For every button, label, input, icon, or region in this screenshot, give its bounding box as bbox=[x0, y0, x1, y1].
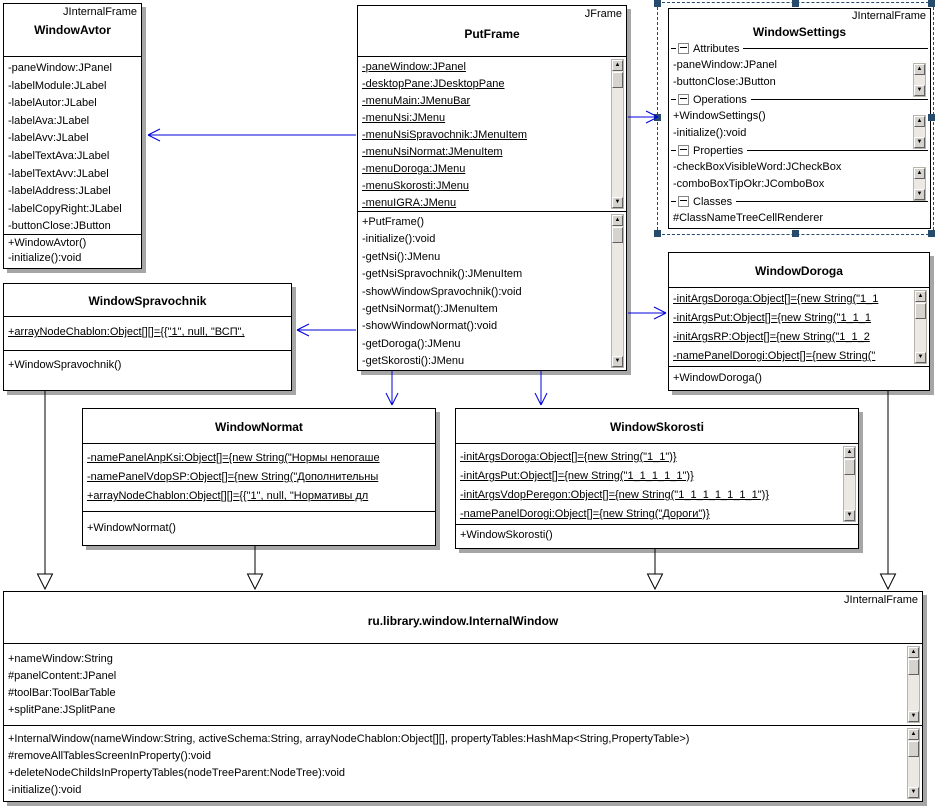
method: +WindowAvtor() bbox=[8, 237, 87, 249]
attribute: -buttonClose:JButton bbox=[673, 76, 776, 88]
stereotype-label: JInternalFrame bbox=[63, 6, 137, 18]
generalization-windowskorosti-to-internalwindow[interactable] bbox=[648, 549, 663, 589]
attribute: -namePanelDorogi:Object[]={new String(" bbox=[673, 350, 876, 362]
class-name: WindowSkorosti bbox=[610, 419, 704, 434]
method: -getSkorosti():JMenu bbox=[362, 355, 465, 368]
method: +PutFrame() bbox=[362, 216, 425, 228]
attribute: #panelContent:JPanel bbox=[8, 670, 117, 682]
attributes-compartment bbox=[669, 287, 929, 366]
selection-handle[interactable] bbox=[792, 0, 799, 7]
inner-class: #ClassNameTreeCellRenderer bbox=[673, 212, 823, 224]
selection-handle[interactable] bbox=[654, 114, 661, 121]
method: -initialize():void bbox=[362, 233, 436, 246]
dependency-putframe-to-windowskorosti[interactable] bbox=[535, 371, 547, 405]
selection-handle[interactable] bbox=[928, 230, 935, 237]
scroll-up-icon: ▲ bbox=[916, 170, 923, 176]
attribute: -menuIGRA:JMenu bbox=[362, 197, 457, 209]
method: +InternalWindow(nameWindow:String, activeSchema:String, arrayNodeChablon:Object[][], propertyTables:HashMap<String,PropertyTable>) bbox=[8, 733, 690, 745]
class-header bbox=[4, 284, 291, 316]
attribute: -paneWindow:JPanel bbox=[362, 61, 466, 73]
attribute: -labelCopyRight:JLabel bbox=[8, 202, 122, 215]
class-name: WindowAvtor bbox=[34, 23, 111, 37]
scroll-thumb[interactable] bbox=[908, 659, 919, 675]
class-header bbox=[358, 6, 626, 56]
scrollbar[interactable] bbox=[611, 214, 624, 368]
methods-compartment bbox=[669, 366, 929, 389]
attribute: -initArgsPut:Object[]={new String("1_1_1_1_1")} bbox=[460, 470, 694, 482]
attribute: -namePanelAnpKsi:Object[]={new String("Нормы непогаше bbox=[87, 452, 380, 464]
method: +deleteNodeChildsInPropertyTables(nodeTreeParent:NodeTree):void bbox=[8, 767, 346, 779]
attribute: +arrayNodeChablon:Object[][]={{"1", null, "ВСП", bbox=[8, 326, 245, 338]
class-name: WindowNormat bbox=[215, 419, 303, 434]
attributes-compartment bbox=[4, 316, 291, 350]
scrollbar[interactable] bbox=[913, 63, 926, 97]
operation: -initialize():void bbox=[673, 127, 747, 139]
scroll-down-icon: ▼ bbox=[917, 354, 924, 360]
method: -getNsiNormat():JMenuItem bbox=[362, 302, 498, 315]
scroll-up-icon: ▲ bbox=[910, 649, 917, 655]
attribute: -paneWindow:JPanel bbox=[673, 59, 777, 71]
attribute: -menuNsiSpravochnik:JMenuItem bbox=[362, 129, 528, 141]
attribute: -initArgsVdopPeregon:Object[]={new String("1_1_1_1_1_1_1")} bbox=[460, 489, 769, 501]
scroll-thumb[interactable] bbox=[612, 72, 623, 88]
scroll-thumb[interactable] bbox=[612, 227, 623, 243]
section-line bbox=[671, 201, 676, 202]
scroll-down-button[interactable] bbox=[915, 352, 926, 363]
scroll-down-button[interactable] bbox=[612, 356, 623, 367]
dependency-putframe-to-windowdoroga[interactable] bbox=[628, 307, 666, 319]
stereotype-label: JFrame bbox=[584, 8, 622, 20]
class-box-windowdoroga[interactable] bbox=[668, 252, 930, 391]
scroll-down-icon: ▼ bbox=[916, 87, 923, 93]
scrollbar[interactable] bbox=[907, 728, 920, 799]
attribute: -labelAutor:JLabel bbox=[8, 97, 97, 110]
selection-handle[interactable] bbox=[928, 0, 935, 7]
method: +WindowSpravochnik() bbox=[8, 359, 122, 371]
section-label: Classes bbox=[693, 195, 733, 208]
class-name: WindowDoroga bbox=[755, 263, 843, 278]
collapse-icon[interactable] bbox=[678, 94, 689, 105]
attribute: -menuMain:JMenuBar bbox=[362, 95, 471, 107]
class-header bbox=[456, 409, 858, 443]
scroll-up-button[interactable] bbox=[612, 215, 623, 226]
dependency-putframe-to-windowavtor[interactable] bbox=[148, 129, 356, 141]
collapse-icon[interactable] bbox=[678, 196, 689, 207]
section-label: Properties bbox=[693, 144, 744, 157]
scroll-down-icon: ▼ bbox=[910, 713, 917, 719]
methods-compartment bbox=[4, 350, 291, 389]
class-name: ru.library.window.InternalWindow bbox=[367, 614, 559, 628]
scroll-up-icon: ▲ bbox=[614, 62, 621, 68]
class-box-windowskorosti[interactable] bbox=[455, 408, 859, 549]
section-line bbox=[671, 48, 676, 49]
methods-compartment bbox=[456, 524, 858, 547]
attribute: -menuNsi:JMenu bbox=[362, 112, 446, 124]
generalization-windowspravochnik-to-internalwindow[interactable] bbox=[38, 391, 53, 589]
scrollbar[interactable] bbox=[913, 115, 926, 149]
class-box-putframe[interactable] bbox=[357, 5, 627, 371]
scrollbar[interactable] bbox=[611, 59, 624, 209]
attributes-compartment bbox=[83, 443, 435, 511]
stereotype-label: JInternalFrame bbox=[844, 594, 918, 606]
method: +WindowNormat() bbox=[87, 522, 176, 534]
class-box-windowavtor[interactable] bbox=[3, 3, 142, 269]
attribute: -buttonClose:JButton bbox=[8, 220, 111, 233]
attribute: +splitPane:JSplitPane bbox=[8, 704, 116, 716]
method: -initialize():void bbox=[8, 784, 82, 796]
section-header-operations[interactable] bbox=[669, 91, 930, 108]
scroll-up-button[interactable] bbox=[844, 447, 855, 458]
class-header bbox=[4, 4, 141, 56]
attribute: -namePanelVdopSP:Object[]={new String("Дополнительны bbox=[87, 471, 379, 483]
methods-compartment bbox=[83, 511, 435, 545]
method: -showWindowNormat():void bbox=[362, 320, 498, 333]
class-header bbox=[669, 253, 929, 287]
scroll-down-icon: ▼ bbox=[910, 789, 917, 795]
section-header-properties[interactable] bbox=[669, 142, 930, 159]
method: +WindowSkorosti() bbox=[460, 529, 553, 541]
attribute: -labelAddress:JLabel bbox=[8, 185, 111, 198]
property: -comboBoxTipOkr:JComboBox bbox=[673, 178, 825, 190]
scroll-down-button[interactable] bbox=[914, 85, 925, 96]
section-line bbox=[747, 150, 928, 151]
scrollbar[interactable] bbox=[914, 290, 927, 364]
section-line bbox=[751, 99, 928, 100]
scroll-down-icon: ▼ bbox=[846, 512, 853, 518]
attribute: -initArgsRP:Object[]={new String("1_1_2 bbox=[673, 331, 870, 343]
class-box-windowspravochnik[interactable] bbox=[3, 283, 292, 391]
section-line bbox=[743, 48, 928, 49]
section-header-attributes[interactable] bbox=[669, 40, 930, 57]
methods-compartment bbox=[4, 725, 922, 801]
methods-compartment bbox=[358, 211, 626, 370]
scrollbar[interactable] bbox=[843, 446, 856, 522]
scroll-down-button[interactable] bbox=[612, 197, 623, 208]
section-line bbox=[671, 99, 676, 100]
attribute: -initArgsDoroga:Object[]={new String("1_1")} bbox=[460, 451, 677, 463]
scrollbar[interactable] bbox=[907, 646, 920, 723]
class-name: WindowSpravochnik bbox=[88, 293, 207, 308]
class-box-internalwindow[interactable] bbox=[3, 591, 923, 802]
section-line bbox=[671, 150, 676, 151]
scroll-down-button[interactable] bbox=[914, 137, 925, 148]
attributes-compartment bbox=[456, 443, 858, 524]
scroll-up-icon: ▲ bbox=[846, 449, 853, 455]
attribute: -labelTextAva:JLabel bbox=[8, 149, 110, 162]
class-box-windowsettings[interactable] bbox=[668, 8, 931, 229]
selection-handle[interactable] bbox=[654, 230, 661, 237]
scroll-down-icon: ▼ bbox=[916, 139, 923, 145]
attribute: -menuSkorosti:JMenu bbox=[362, 180, 469, 192]
attribute: -labelAvv:JLabel bbox=[8, 132, 89, 145]
scroll-thumb[interactable] bbox=[915, 303, 926, 319]
attribute: -menuNsiNormat:JMenuItem bbox=[362, 146, 503, 158]
attribute: -namePanelDorogi:Object[]={new String("Дороги")} bbox=[460, 508, 710, 520]
scroll-up-button[interactable] bbox=[914, 168, 925, 179]
method: +WindowDoroga() bbox=[673, 372, 762, 384]
attributes-compartment bbox=[358, 56, 626, 211]
method: -getDoroga():JMenu bbox=[362, 337, 461, 350]
attributes-compartment bbox=[4, 643, 922, 725]
class-header bbox=[83, 409, 435, 443]
collapse-icon[interactable] bbox=[678, 145, 689, 156]
scroll-up-icon: ▲ bbox=[916, 66, 923, 72]
selection-handle[interactable] bbox=[928, 114, 935, 121]
attribute: -desktopPane:JDesktopPane bbox=[362, 78, 505, 90]
attribute: -menuDoroga:JMenu bbox=[362, 163, 466, 175]
attributes-compartment bbox=[4, 56, 141, 234]
attribute: +arrayNodeChablon:Object[][]={{"1", null, "Нормативы дл bbox=[87, 490, 369, 502]
scroll-down-button[interactable] bbox=[914, 189, 925, 200]
scroll-thumb[interactable] bbox=[908, 741, 919, 757]
section-header-classes[interactable] bbox=[669, 193, 930, 210]
attribute: -labelAva:JLabel bbox=[8, 114, 90, 127]
attribute: -paneWindow:JPanel bbox=[8, 62, 112, 74]
scroll-down-icon: ▼ bbox=[614, 199, 621, 205]
generalization-windownormat-to-internalwindow[interactable] bbox=[248, 546, 263, 589]
class-name: PutFrame bbox=[464, 27, 520, 41]
class-box-windownormat[interactable] bbox=[82, 408, 436, 546]
section-label: Attributes bbox=[693, 42, 740, 55]
attribute: #toolBar:ToolBarTable bbox=[8, 687, 116, 699]
generalization-windowdoroga-to-internalwindow[interactable] bbox=[881, 391, 896, 589]
attribute: -initArgsDoroga:Object[]={new String("1_1 bbox=[673, 293, 879, 305]
scroll-up-icon: ▲ bbox=[910, 731, 917, 737]
scroll-up-icon: ▲ bbox=[917, 293, 924, 299]
selection-handle[interactable] bbox=[654, 0, 661, 7]
operation: +WindowSettings() bbox=[673, 110, 766, 122]
scroll-thumb[interactable] bbox=[844, 459, 855, 475]
scroll-up-icon: ▲ bbox=[614, 217, 621, 223]
class-name: WindowSettings bbox=[752, 25, 847, 39]
scroll-up-button[interactable] bbox=[915, 291, 926, 302]
selection-handle[interactable] bbox=[792, 230, 799, 237]
method: -showWindowSpravochnik():void bbox=[362, 285, 522, 298]
class-header bbox=[4, 592, 922, 643]
methods-compartment bbox=[4, 234, 141, 266]
scroll-up-button[interactable] bbox=[908, 647, 919, 658]
dependency-putframe-to-windowspravochnik[interactable] bbox=[297, 324, 356, 336]
attribute: -labelTextAvv:JLabel bbox=[8, 167, 109, 180]
scroll-up-button[interactable] bbox=[612, 60, 623, 71]
method: -getNsiSpravochnik():JMenuItem bbox=[362, 268, 523, 281]
method: -initialize():void bbox=[8, 252, 82, 264]
scroll-down-button[interactable] bbox=[844, 510, 855, 521]
scroll-up-button[interactable] bbox=[914, 116, 925, 127]
scrollbar[interactable] bbox=[913, 167, 926, 201]
scroll-down-icon: ▼ bbox=[614, 358, 621, 364]
scroll-down-button[interactable] bbox=[908, 711, 919, 722]
section-line bbox=[736, 201, 928, 202]
attribute: -labelModule:JLabel bbox=[8, 79, 107, 92]
scroll-down-icon: ▼ bbox=[916, 191, 923, 197]
class-header bbox=[669, 9, 930, 40]
scroll-down-button[interactable] bbox=[908, 787, 919, 798]
scroll-up-button[interactable] bbox=[908, 729, 919, 740]
scroll-up-icon: ▲ bbox=[916, 118, 923, 124]
stereotype-label: JInternalFrame bbox=[852, 10, 926, 22]
attribute: -initArgsPut:Object[]={new String("1_1_1 bbox=[673, 312, 872, 324]
attribute: +nameWindow:String bbox=[8, 653, 113, 665]
method: #removeAllTablesScreenInProperty():void bbox=[8, 750, 211, 762]
property: -checkBoxVisibleWord:JCheckBox bbox=[673, 161, 842, 173]
scroll-up-button[interactable] bbox=[914, 64, 925, 75]
section-label: Operations bbox=[693, 93, 747, 106]
collapse-icon[interactable] bbox=[678, 43, 689, 54]
method: -getNsi():JMenu bbox=[362, 250, 441, 263]
dependency-putframe-to-windownormat[interactable] bbox=[386, 371, 398, 405]
